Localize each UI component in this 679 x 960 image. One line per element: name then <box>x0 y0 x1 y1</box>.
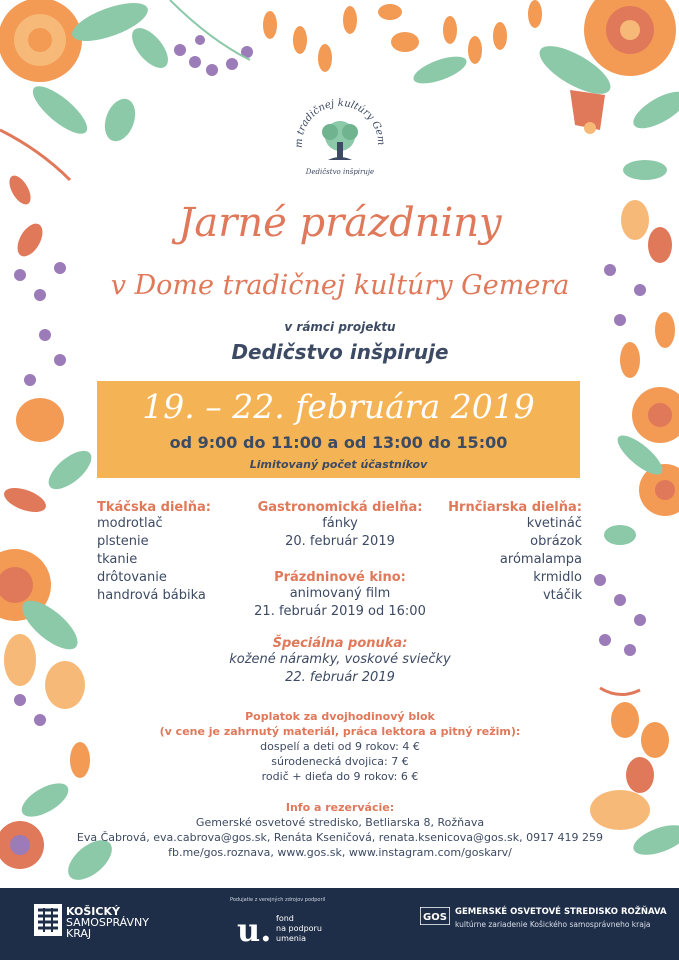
logo-arc-text: m tradičnej kultúry Gem <box>293 97 387 149</box>
info-address: Gemerské osvetové stredisko, Betliarska 8, Rožňava <box>195 816 485 829</box>
gos-badge-text: GOS <box>423 912 447 923</box>
flower-icon <box>0 0 82 82</box>
workshop-title: Gastronomická dielňa: <box>257 500 423 515</box>
workshop-item: tkanie <box>97 552 138 567</box>
fpu-line: fond <box>276 914 294 923</box>
project-intro: v rámci projektu <box>284 320 396 334</box>
fpu-logo-letter: u. <box>237 911 272 949</box>
workshop-item: plstenie <box>97 534 149 549</box>
workshop-item: arómalampa <box>499 552 582 567</box>
info-links: fb.me/gos.roznava, www.gos.sk, www.instagram.com/goskarv/ <box>168 846 512 859</box>
fee-title: Poplatok za dvojhodinový blok <box>245 710 435 723</box>
ksk-line: KOŠICKÝ <box>66 905 120 918</box>
fee-section <box>120 709 560 784</box>
special-date: 22. február 2019 <box>285 670 395 685</box>
ksk-emblem-icon <box>34 904 62 936</box>
gos-subtitle: kultúrne zariadenie Košického samosprávneho kraja <box>455 920 651 929</box>
date-band <box>97 381 580 478</box>
flower-icon <box>632 387 679 443</box>
event-subtitle: v Dome tradičnej kultúry Gemera <box>110 270 570 301</box>
workshop-item: drôtovanie <box>97 570 167 585</box>
workshop-title: Tkáčska dielňa: <box>97 500 211 515</box>
workshop-title: Hrnčiarska dielňa: <box>448 500 582 515</box>
logo-bottom-text: Dedičstvo inšpiruje <box>305 168 375 176</box>
workshop-date: 20. február 2019 <box>285 534 395 549</box>
gos-title: GEMERSKÉ OSVETOVÉ STREDISKO ROŽŇAVA <box>455 907 667 917</box>
tree-icon <box>322 121 358 160</box>
cinema-item: animovaný film <box>289 586 391 601</box>
gastro-workshop <box>240 500 440 551</box>
event-title: Jarné prázdniny <box>178 200 502 246</box>
project-name: Dedičstvo inšpiruje <box>231 340 449 364</box>
special-item: kožené náramky, voskové sviečky <box>229 652 451 667</box>
info-contacts: Eva Čabrová, eva.cabrova@gos.sk, Renáta Kseničová, renata.ksenicova@gos.sk, 0917 419 259 <box>76 831 604 844</box>
fee-line: rodič + dieťa do 9 rokov: 6 € <box>261 770 419 783</box>
capacity-note: Limitovaný počet účastníkov <box>249 458 428 471</box>
ksk-line: KRAJ <box>66 927 92 940</box>
workshop-item: handrová bábika <box>97 588 206 603</box>
cinema-date: 21. február 2019 od 16:00 <box>254 604 426 619</box>
workshop-item: fánky <box>322 516 358 531</box>
fee-line: dospelí a deti od 9 rokov: 4 € <box>260 740 420 753</box>
fee-line: súrodenecká dvojica: 7 € <box>271 755 409 768</box>
flower-icon <box>0 821 44 869</box>
workshop-item: obrázok <box>530 534 582 549</box>
fpu-line: umenia <box>276 934 306 943</box>
support-note: Podujatie z verejných zdrojov podporil <box>230 897 326 903</box>
dtkg-logo <box>284 88 396 200</box>
workshop-item: vtáčik <box>542 588 582 603</box>
ksk-logo-text <box>66 906 166 939</box>
gos-logo-icon <box>420 907 450 925</box>
pottery-workshop <box>440 500 582 605</box>
workshop-item: modrotlač <box>97 516 163 531</box>
info-section <box>60 800 620 860</box>
special-title: Špeciálna ponuka: <box>272 636 408 651</box>
special-offer <box>200 636 480 687</box>
cinema-title: Prázdninové kino: <box>274 570 406 585</box>
cinema-section <box>220 570 460 621</box>
workshop-item: kvetináč <box>526 516 582 531</box>
info-title: Info a rezervácie: <box>285 801 395 814</box>
ksk-line: SAMOSPRÁVNY <box>66 916 149 929</box>
fpu-logo-text <box>276 914 356 944</box>
flower-icon <box>584 0 676 76</box>
event-hours: od 9:00 do 11:00 a od 13:00 do 15:00 <box>169 433 508 452</box>
event-dates: 19. – 22. februára 2019 <box>142 387 535 426</box>
fee-note: (v cene je zahrnutý materiál, práca lektora a pitný režim): <box>159 725 521 738</box>
fpu-line: na podporu <box>276 924 322 933</box>
workshop-item: krmidlo <box>533 570 582 585</box>
